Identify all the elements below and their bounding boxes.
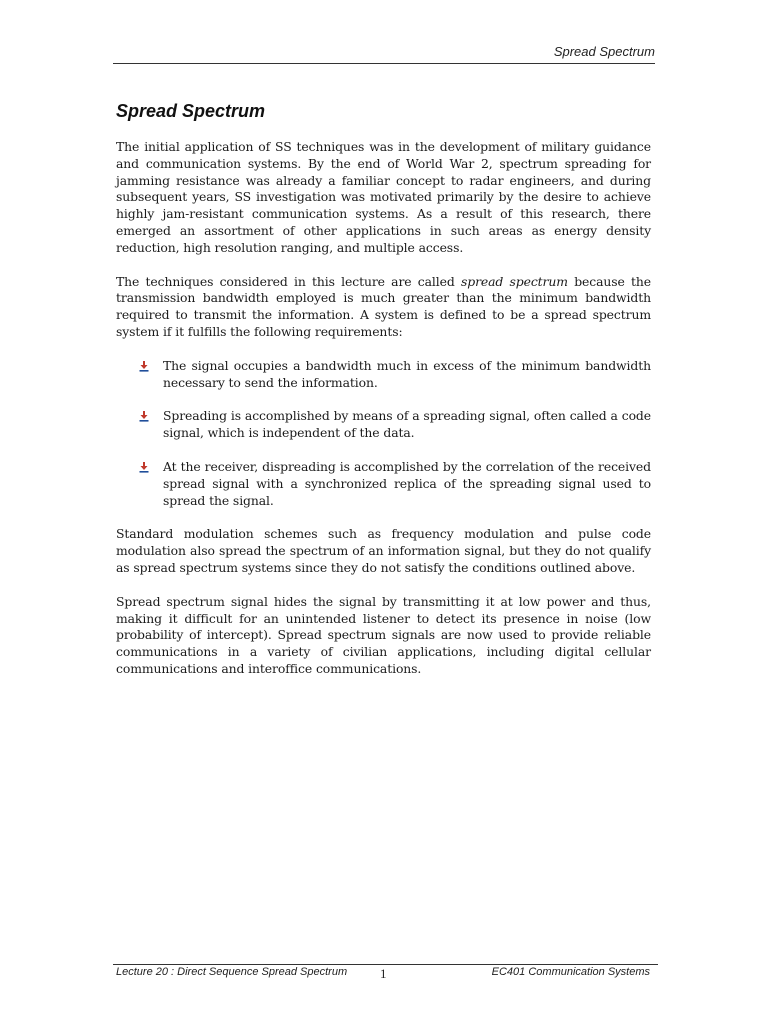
paragraph-intro: The initial application of SS techniques was in the development of military guidance and communication systems. By the end of World War 2, spectrum spreading for jamming resistance was already a familiar concept to radar engineers, and during subsequent years, SS investigation was motivated primarily by the desire to achieve highly jam-resistant communication systems. As a result of this research, there emerged an assortment of other applications in such areas as energy density reduction, high resolution ranging, and multiple access. <box>116 139 651 255</box>
requirements-list <box>116 358 651 510</box>
running-header: Spread Spectrum <box>553 44 655 59</box>
down-arrow-bullet-icon <box>138 360 150 372</box>
list-item <box>116 459 651 509</box>
down-arrow-bullet-icon <box>138 410 150 422</box>
footer-rule <box>113 964 658 965</box>
header-rule <box>113 63 655 64</box>
down-arrow-bullet-icon <box>138 461 150 473</box>
paragraph-definition <box>116 274 651 341</box>
paragraph-definition-after: because the transmission bandwidth employed is much greater than the minimum bandwidth required to transmit the information. A system is defined to be a spread spectrum system if it fulfills the following requirements: <box>116 273 652 339</box>
footer-lecture-title: Lecture 20 : Direct Sequence Spread Spectrum <box>116 966 348 978</box>
requirement-text: Spreading is accomplished by means of a spreading signal, often called a code signal, which is independent of the data. <box>163 408 651 441</box>
paragraph-applications: Spread spectrum signal hides the signal by transmitting it at low power and thus, making it difficult for an unintended listener to detect its presence in noise (low probability of intercept). Spread spectrum signals are now used to provide reliable communications in a variety of civilian applications, including digital cellular communications and interoffice communications. <box>116 593 651 676</box>
document-body <box>116 100 651 695</box>
emphasis-spread-spectrum: spread spectrum <box>460 273 568 289</box>
page-footer <box>116 966 656 982</box>
requirement-text: At the receiver, dispreading is accomplished by the correlation of the received spread signal with a synchronized replica of the spreading signal used to spread the signal. <box>163 458 651 508</box>
list-item <box>116 408 651 442</box>
requirement-text: The signal occupies a bandwidth much in excess of the minimum bandwidth necessary to send the information. <box>163 357 651 390</box>
document-title: Spread Spectrum <box>116 101 266 121</box>
list-item <box>116 358 651 392</box>
page-number: 1 <box>380 966 387 981</box>
paragraph-modulation: Standard modulation schemes such as frequency modulation and pulse code modulation also spread the spectrum of an information signal, but they do not qualify as spread spectrum systems since they do not satisfy the conditions outlined above. <box>116 526 651 575</box>
footer-course-title: EC401 Communication Systems <box>491 966 650 978</box>
paragraph-definition-before: The techniques considered in this lecture are called <box>116 273 461 289</box>
